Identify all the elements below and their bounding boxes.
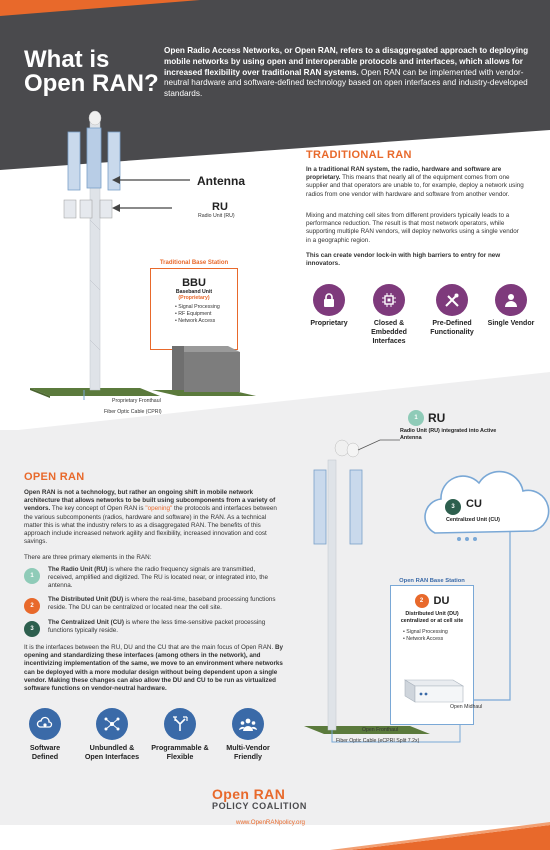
branch-icon	[164, 708, 196, 740]
open-p1-opening: "opening"	[145, 505, 173, 513]
footer-url-link[interactable]: www.OpenRANpolicy.org	[236, 819, 306, 826]
du-number-badge: 2	[24, 598, 40, 614]
traditional-paragraph-1	[306, 166, 524, 199]
ran-element-text	[48, 566, 278, 591]
bbu-name: BBU	[182, 277, 206, 289]
icon-item-predefined	[422, 284, 482, 338]
open-paragraph-2: There are three primary elements in the RAN:	[24, 554, 152, 561]
icon-item-proprietary	[304, 284, 354, 329]
open-p1-bold: Open RAN is not a technology, but rather an ongoing shift in mobile network architecture that allows networks to be built using subcomponents from a variety of vendors.	[24, 489, 276, 513]
logo-line-2: POLICY COALITION	[212, 801, 307, 811]
chip-icon	[373, 284, 405, 316]
ru-number-badge: 1	[24, 568, 40, 584]
base-station-title: Traditional Base Station	[151, 260, 237, 266]
icon-label: Programmable & Flexible	[151, 743, 209, 761]
traditional-tower-illustration	[20, 100, 170, 400]
icon-item-closed-interfaces	[362, 284, 416, 346]
du-server-illustration	[401, 664, 467, 708]
du-bullet: • Signal Processing	[403, 628, 448, 635]
open-ran-heading: OPEN RAN	[24, 471, 85, 483]
du-number-badge-diagram: 2	[415, 594, 429, 608]
traditional-icon-row	[304, 284, 536, 354]
open-base-station-title: Open RAN Base Station	[391, 578, 473, 584]
person-icon	[495, 284, 527, 316]
ran-element-text	[48, 596, 278, 612]
open-p3-start: It is the interfaces between the RU, DU and the CU that are the main focus of Open RAN.	[24, 644, 275, 651]
icon-item-single-vendor	[486, 284, 536, 329]
bbu-sub2: (Proprietary)	[178, 295, 210, 301]
du-name: DU	[433, 595, 450, 607]
ran-element-item	[24, 566, 284, 591]
open-paragraph-3	[24, 644, 286, 693]
du-bullet: • Network Access	[403, 636, 444, 643]
cu-name: CU	[466, 498, 482, 510]
bbu-sub: Baseband Unit	[175, 289, 213, 295]
open-ru-sub: Radio Unit (RU) integrated into Active Antenna	[400, 428, 497, 442]
icon-item-unbundled	[80, 708, 144, 762]
intro-bold: Open Radio Access Networks, or Open RAN, refers to a disaggregated approach to deploying mobile networks by using open and interoperable protocols and interfaces, which allows for increased flexibility over traditional RAN systems.	[164, 46, 529, 77]
du-sub: Distributed Unit (DU) centralized or at cell site	[400, 611, 464, 625]
title-line-2: Open RAN?	[24, 70, 159, 97]
ran-element-rest: is where the radio frequency signals are transmitted, received, amplified and digitized. The RU is located near, or integrated into, the antenna.	[48, 566, 269, 590]
open-p3-bold: By opening and standardizing these interfaces (among others in the network), and incentivizing implementation of the same, we move to an environment where networks can be deployed with a more modular design without being dependent upon a single vendor. Making these changes can also allow the DU and CU to be run as virtualized software functions on vendor-neutral hardware.	[24, 644, 284, 693]
bbu-bullet: • Network Access	[175, 318, 216, 325]
ran-element-rest: is where the real-time, baseband processing functions reside. The DU can be centralized or located near the cell site.	[48, 595, 276, 611]
icon-item-software-defined	[20, 708, 70, 762]
ran-elements-list	[24, 566, 284, 637]
traditional-paragraph-3: This can create vendor lock-in with high barriers to entry for new innovators.	[306, 252, 501, 268]
proprietary-fronthaul-label: Proprietary Fronthaul	[112, 398, 161, 404]
lock-icon	[313, 284, 345, 316]
cu-number-badge: 3	[24, 621, 40, 637]
intro-text	[164, 46, 534, 100]
ran-element-bold: The Centralized Unit (CU)	[48, 618, 124, 626]
icon-label: Unbundled & Open Interfaces	[84, 743, 140, 761]
open-ru-number-badge: 1	[408, 410, 424, 426]
bbu-bullet: • RF Equipment	[175, 311, 212, 318]
open-fronthaul-label: Open Fronthaul	[362, 727, 399, 733]
open-ru-name: RU	[428, 411, 446, 425]
open-ran-icon-row	[20, 708, 290, 768]
intro-rest: Open RAN can be implemented with vendor-neutral hardware and software-defined technology based on open interfaces and industry-developed standards.	[164, 67, 528, 99]
tools-icon	[436, 284, 468, 316]
footer-accent-stripe	[0, 820, 550, 850]
title-line-1: What is	[24, 46, 110, 73]
traditional-label-arrows	[110, 170, 200, 220]
icon-label: Pre-Defined Functionality	[430, 320, 474, 336]
ran-element-bold: The Radio Unit (RU)	[48, 566, 108, 573]
ran-element-bold: The Distributed Unit (DU)	[48, 595, 124, 603]
ran-element-text	[48, 619, 278, 635]
antenna-label: Antenna	[197, 174, 245, 188]
traditional-paragraph-2: Mixing and matching cell sites from different providers typically leads to a performance reduction. The result is that most network operators, while supporting multiple RAN vendors, will deploy networks using a single vendor in a geographic region.	[306, 212, 519, 244]
ru-label: RU	[212, 201, 228, 213]
coalition-logo	[212, 786, 332, 811]
fiber-cpri-label: Fiber Optic Cable (CPRI)	[104, 409, 162, 415]
ran-element-item	[24, 619, 284, 637]
traditional-p1-rest: This means that nearly all of the equipment comes from one supplier and that operators are unable to, for example, deploy a network using radios from one vendor with hardware and software from another vendor.	[306, 174, 524, 198]
icon-label: Proprietary	[310, 320, 348, 327]
grey-band-diagonal	[0, 372, 550, 432]
ran-element-item	[24, 596, 284, 614]
network-icon	[96, 708, 128, 740]
cu-sub: Centralized Unit (CU)	[446, 517, 500, 523]
bbu-bullet: • Signal Processing	[175, 304, 220, 310]
ran-element-rest: is where the less time-sensitive packet processing functions typically reside.	[48, 618, 266, 634]
logo-line-1: Open RAN	[212, 786, 286, 802]
icon-label: Software Defined	[29, 743, 61, 761]
icon-label: Single Vendor	[487, 320, 535, 327]
icon-item-programmable	[150, 708, 210, 762]
open-paragraph-1	[24, 489, 280, 546]
traditional-p1-bold: In a traditional RAN system, the radio, hardware and software are proprietary.	[306, 166, 502, 182]
cu-cloud-shape	[415, 463, 550, 543]
open-p1-mid: The key concept of Open RAN is	[50, 505, 146, 513]
open-midhaul-label: Open Midhaul	[450, 704, 483, 710]
group-icon	[232, 708, 264, 740]
cloud-gear-icon	[29, 708, 61, 740]
page-title	[24, 48, 159, 96]
ru-sub-label: Radio Unit (RU)	[198, 213, 235, 219]
cu-number-badge-diagram: 3	[445, 499, 461, 515]
icon-item-multi-vendor	[216, 708, 280, 762]
icon-label: Multi-Vendor Friendly	[226, 743, 270, 761]
header-accent-stripe	[0, 0, 200, 16]
traditional-heading: TRADITIONAL RAN	[306, 149, 412, 161]
ecpri-fiber-label: Fiber Optic Cable (eCPRI Split 7.2x)	[336, 738, 420, 744]
open-p1-rest: the protocols and interfaces between the various subcomponents (radios, hardware and software) in the RAN. As a technical matter this is what the industry refers to as a disaggregated RAN. The benefits of this approach include increased network agility and flexibility, increased innovation and cost savings.	[24, 505, 277, 546]
icon-label: Closed & Embedded Interfaces	[371, 320, 407, 345]
